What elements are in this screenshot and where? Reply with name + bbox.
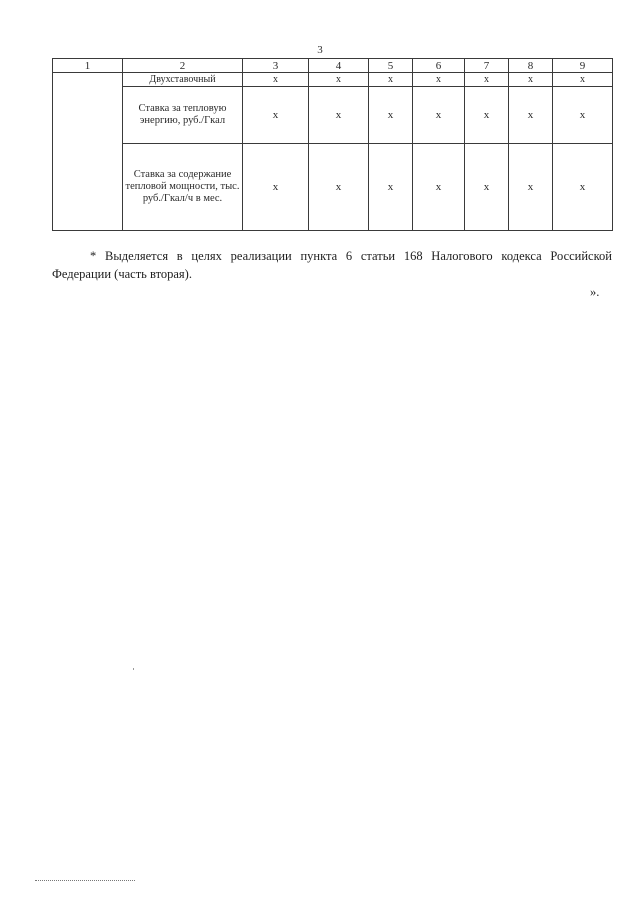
tariff-table bbox=[52, 58, 613, 231]
column-header: 1 bbox=[53, 59, 123, 73]
table-cell: x bbox=[309, 73, 369, 87]
table-cell: x bbox=[243, 73, 309, 87]
table-cell: x bbox=[413, 144, 465, 231]
table-row bbox=[53, 144, 613, 231]
table-cell: x bbox=[509, 73, 553, 87]
table-cell: x bbox=[509, 87, 553, 144]
footnote: * Выделяется в целях реализации пункта 6 статьи 168 Налогового кодекса Российской Федерации (часть вторая). bbox=[52, 249, 612, 281]
footer-dotted-rule bbox=[35, 880, 135, 881]
table-cell: x bbox=[413, 73, 465, 87]
table-cell: x bbox=[553, 144, 613, 231]
column-header: 7 bbox=[465, 59, 509, 73]
table-row bbox=[53, 73, 613, 87]
table-cell: x bbox=[553, 87, 613, 144]
column-header: 9 bbox=[553, 59, 613, 73]
column-header: 6 bbox=[413, 59, 465, 73]
table-cell: x bbox=[509, 144, 553, 231]
table-cell: x bbox=[243, 144, 309, 231]
table-cell: x bbox=[553, 73, 613, 87]
table-header-row bbox=[53, 59, 613, 73]
table-cell: x bbox=[309, 87, 369, 144]
scan-speck bbox=[133, 668, 134, 670]
table-cell: x bbox=[465, 144, 509, 231]
row-label: Ставка за тепловую энергию, руб./Гкал bbox=[123, 87, 243, 144]
column-header: 2 bbox=[123, 59, 243, 73]
table-cell: x bbox=[369, 144, 413, 231]
table-cell: x bbox=[465, 73, 509, 87]
column-header: 8 bbox=[509, 59, 553, 73]
table-cell: x bbox=[309, 144, 369, 231]
table-cell: x bbox=[369, 87, 413, 144]
column-header: 5 bbox=[369, 59, 413, 73]
table-cell: x bbox=[413, 87, 465, 144]
row-label: Ставка за содержание тепловой мощности, тыс. руб./Гкал/ч в мес. bbox=[123, 144, 243, 231]
merged-empty-cell bbox=[53, 73, 123, 231]
column-header: 3 bbox=[243, 59, 309, 73]
table-cell: x bbox=[243, 87, 309, 144]
table-row bbox=[53, 87, 613, 144]
table-cell: x bbox=[369, 73, 413, 87]
page-number: 3 bbox=[317, 44, 323, 56]
column-header: 4 bbox=[309, 59, 369, 73]
row-label: Двухставочный bbox=[123, 73, 243, 87]
table-cell: x bbox=[465, 87, 509, 144]
closing-quote: ». bbox=[590, 285, 600, 299]
